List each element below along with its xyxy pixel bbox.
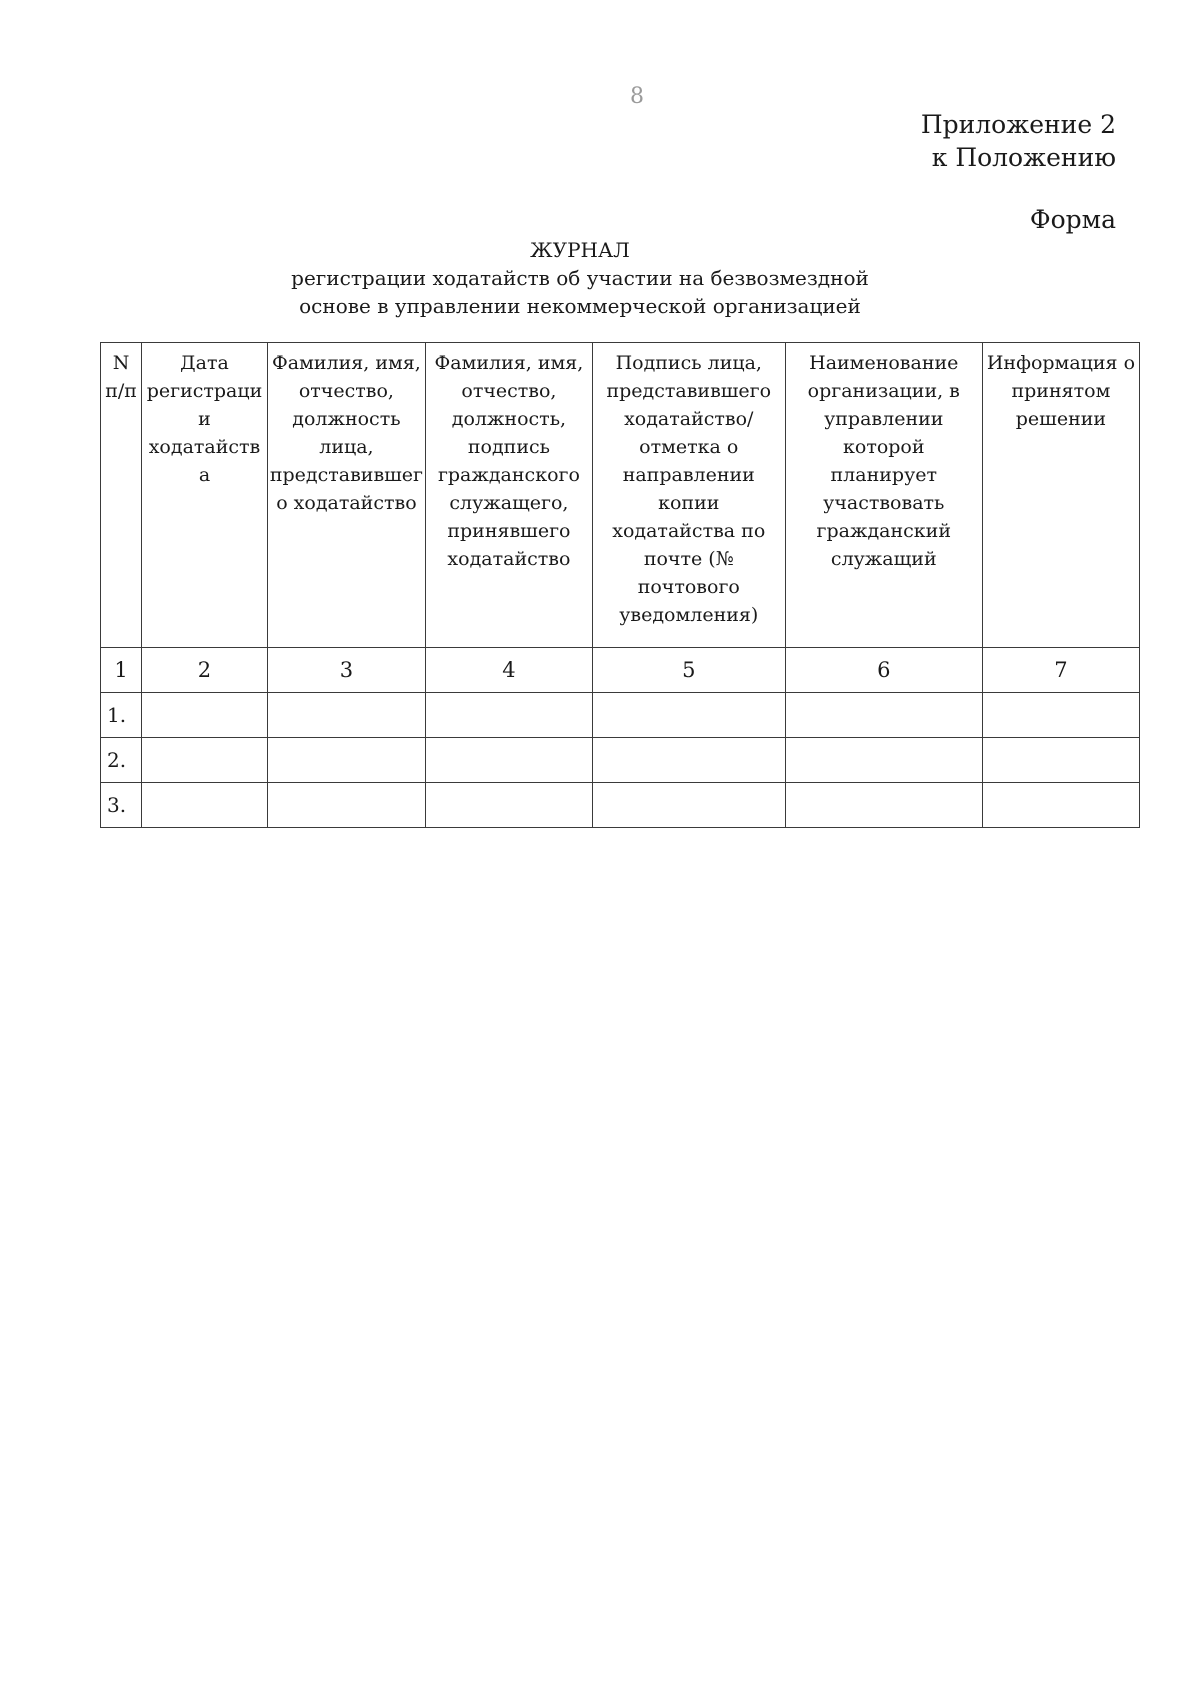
empty-cell [982,738,1139,783]
appendix-line-1: Приложение 2 [920,110,1116,139]
table-row [101,738,1140,783]
title-heading: ЖУРНАЛ [530,238,630,262]
empty-cell [267,738,425,783]
row-number-cell: 2. [101,738,142,783]
table-row [101,783,1140,828]
empty-cell [142,693,268,738]
form-label: Форма [1029,205,1116,234]
column-number-cell: 6 [785,648,982,693]
column-number-cell: 4 [426,648,593,693]
column-number-row [101,648,1140,693]
row-number-cell: 3. [101,783,142,828]
empty-cell [592,738,785,783]
document-title [260,236,900,320]
empty-cell [267,693,425,738]
header-cell-registration-date: Дата регистрации ходатайства [142,343,268,648]
empty-cell [592,783,785,828]
empty-cell [426,693,593,738]
title-subtitle-line-2: основе в управлении некоммерческой организацией [299,294,861,318]
header-cell-organization: Наименование организации, в управлении которой планирует участвовать гражданский служащий [785,343,982,648]
appendix-line-2: к Положению [931,143,1116,172]
journal-table [100,342,1140,828]
column-number-cell: 7 [982,648,1139,693]
header-cell-decision: Информация о принятом решении [982,343,1139,648]
table-header-row [101,343,1140,648]
empty-cell [785,738,982,783]
empty-cell [142,783,268,828]
header-cell-applicant: Фамилия, имя, отчество, должность лица, представившего ходатайство [267,343,425,648]
column-number-cell: 2 [142,648,268,693]
column-number-cell: 5 [592,648,785,693]
header-cell-receiver: Фамилия, имя, отчество, должность, подпись гражданского служащего, принявшего ходатайство [426,343,593,648]
empty-cell [267,783,425,828]
table-row [101,693,1140,738]
row-number-cell: 1. [101,693,142,738]
empty-cell [982,693,1139,738]
page-number: 8 [630,84,644,109]
empty-cell [785,693,982,738]
empty-cell [592,693,785,738]
empty-cell [426,738,593,783]
appendix-reference [921,108,1116,174]
empty-cell [142,738,268,783]
empty-cell [982,783,1139,828]
column-number-cell: 3 [267,648,425,693]
title-subtitle-line-1: регистрации ходатайств об участии на безвозмездной [291,266,869,290]
header-cell-signature: Подпись лица, представившего ходатайство/отметка о направлении копии ходатайства по почте (№ почтового уведомления) [592,343,785,648]
empty-cell [785,783,982,828]
header-cell-number: N п/п [101,343,142,648]
column-number-cell: 1 [101,648,142,693]
empty-cell [426,783,593,828]
